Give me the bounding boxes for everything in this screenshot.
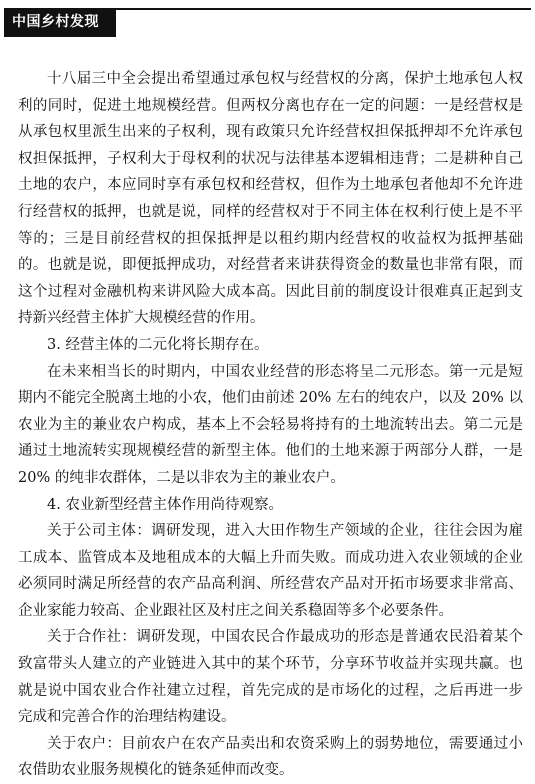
paragraph-two-rights-separation: 十八届三中全会提出希望通过承包权与经营权的分离，保护土地承包人权利的同时，促进土地规模经营。但两权分离也存在一定的问题：一是经营权是从承包权里派生出来的子权利，现有政策只允许经营权担保抵押却不允许承包权担保抵押，子权利大于母权利的状况与法律基本逻辑相违背；二是耕种自己土地的农户，本应同时享有承包权和经营权，但作为土地承包者他却不允许进行经营权的抵押，也就是说，同样的经营权对于不同主体在权利行使上是不平等的；三是目前经营权的担保抵押是以租约期内经营权的收益权为抵押基础的。也就是说，即便抵押成功，对经营者来讲获得资金的数量也非常有限，而这个过程对金融机构来讲风险大成本高。因此目前的制度设计很难真正起到支持新兴经营主体扩大规模经营的作用。 bbox=[18, 71, 523, 327]
article-body bbox=[18, 66, 523, 784]
paragraph-companies: 关于公司主体：调研发现，进入大田作物生产领域的企业，往往会因为雇工成本、监管成本及地租成本的大幅上升而失败。而成功进入农业领域的企业必须同时满足所经营的农产品高利润、所经营农产品对开拓市场要求非常高、企业家能力较高、企业跟社区及村庄之间关系稳固等多个必要条件。 bbox=[18, 523, 523, 619]
subheading-dual-structure: 3. 经营主体的二元化将长期存在。 bbox=[47, 336, 269, 353]
section-title-tab: 中国乡村发现 bbox=[4, 8, 116, 37]
subheading-new-entities: 4. 农业新型经营主体作用尚待观察。 bbox=[47, 496, 283, 513]
paragraph-farmers: 关于农户：目前农户在农产品卖出和农资采购上的弱势地位，需要通过小农借助农业服务规模化的链条延伸而改变。 bbox=[18, 735, 523, 779]
paragraph-dual-structure: 在未来相当长的时期内，中国农业经营的形态将呈二元形态。第一元是短期内不能完全脱离土地的小农，他们由前述 20% 左右的纯农户，以及 20% 以农业为主的兼业农户构成，基本上不会轻易将持有的土地流转出去。第二元是通过土地流转实现规模经营的新型主体。他们的土地来源于两部分人群，一是 20% 的纯非农群体，二是以非农为主的兼业农户。 bbox=[18, 363, 523, 486]
paragraph-cooperatives: 关于合作社：调研发现，中国农民合作最成功的形态是普通农民沿着某个致富带头人建立的产业链进入其中的某个环节，分享环节收益并实现共赢。也就是说中国农业合作社建立过程，首先完成的是市场化的过程，之后再进一步完成和完善合作的治理结构建设。 bbox=[18, 629, 523, 726]
